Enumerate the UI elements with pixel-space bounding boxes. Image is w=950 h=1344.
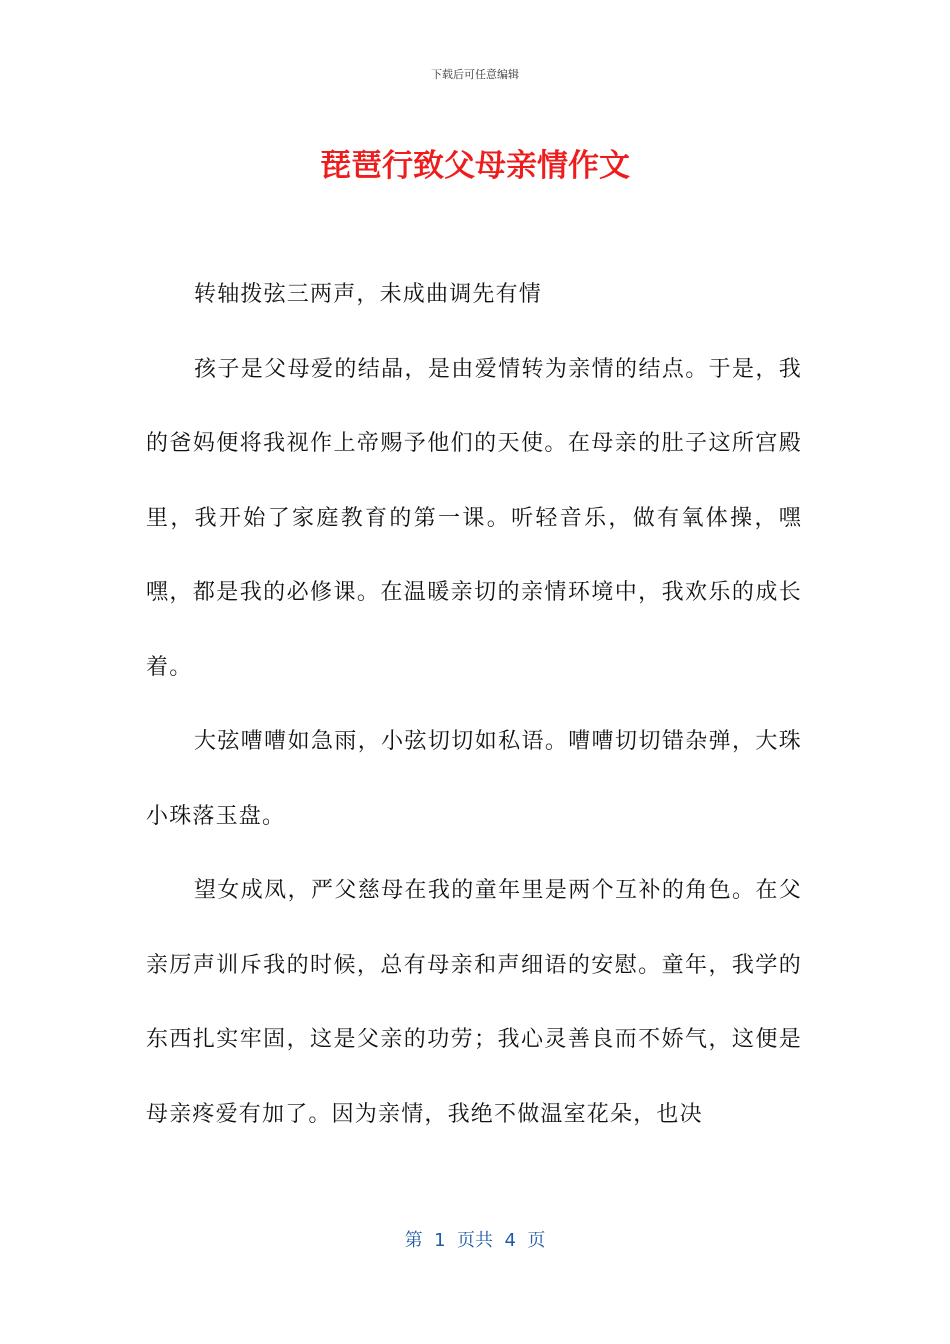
paragraph-4: 望女成凤，严父慈母在我的童年里是两个互补的角色。在父亲厉声训斥我的时候，总有母亲和声细语的安慰。童年，我学的东西扎实牢固，这是父亲的功劳；我心灵善良而不娇气，这便是母亲疼爱有加了。因为亲情，我绝不做温室花朵，也决 (146, 878, 802, 1127)
document-title: 琵琶行致父母亲情作文 (320, 148, 630, 184)
paragraph-3: 大弦嘈嘈如急雨，小弦切切如私语。嘈嘈切切错杂弹，大珠小珠落玉盘。 (146, 729, 802, 829)
paragraph-1: 转轴拨弦三两声，未成曲调先有情 (194, 282, 543, 307)
document-body (146, 258, 802, 1152)
paragraph-2: 孩子是父母爱的结晶，是由爱情转为亲情的结点。于是，我的爸妈便将我视作上帝赐予他们的天使。在母亲的肚子这所宫殿里，我开始了家庭教育的第一课。听轻音乐，做有氧体操，嘿嘿，都是我的必修课。在温暖亲切的亲情环境中，我欢乐的成长着。 (146, 356, 802, 680)
page-number-footer: 第 1 页共 4 页 (404, 1230, 546, 1251)
page-header-note: 下载后可任意编辑 (431, 68, 519, 81)
